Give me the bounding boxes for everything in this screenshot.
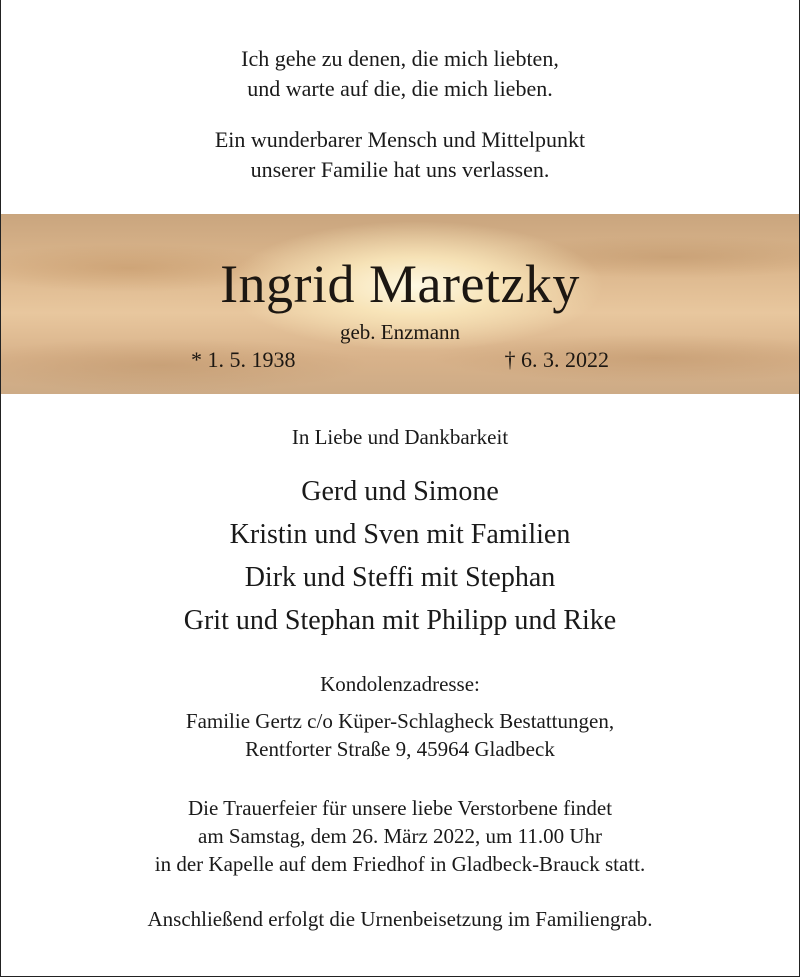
deceased-name: Ingrid Maretzky (220, 254, 580, 314)
sunset-banner (1, 214, 799, 394)
address-line-1: Familie Gertz c/o Küper-Schlagheck Bestattungen, (185, 709, 615, 733)
ceremony-line-3: in der Kapelle auf dem Friedhof in Gladbeck-Brauck statt. (154, 852, 646, 876)
quote-line-2: und warte auf die, die mich lieben. (247, 76, 553, 101)
funeral-ceremony-info (1, 794, 799, 878)
mourner-line: Dirk und Steffi mit Stephan (244, 562, 556, 593)
address-line-2: Rentforter Straße 9, 45964 Gladbeck (245, 737, 555, 761)
mourners-list (1, 470, 799, 642)
quote-line-1: Ich gehe zu denen, die mich liebten, (241, 46, 559, 71)
mourners-intro: In Liebe und Dankbarkeit (291, 425, 509, 449)
mourner-line: Gerd und Simone (301, 476, 499, 507)
death-date: † 6. 3. 2022 (504, 347, 609, 372)
condolence-address (1, 707, 799, 763)
quote-line-4: unserer Familie hat uns verlassen. (250, 157, 550, 182)
ceremony-line-1: Die Trauerfeier für unsere liebe Verstorbene findet (187, 796, 613, 820)
maiden-name: geb. Enzmann (339, 320, 461, 344)
ceremony-line-2: am Samstag, dem 26. März 2022, um 11.00 Uhr (198, 824, 602, 848)
birth-date: * 1. 5. 1938 (191, 347, 296, 372)
burial-info: Anschließend erfolgt die Urnenbeisetzung im Familiengrab. (147, 907, 653, 931)
quote-spacer (1, 104, 799, 125)
quote-line-3: Ein wunderbarer Mensch und Mittelpunkt (214, 127, 586, 152)
mourner-line: Grit und Stephan mit Philipp und Rike (183, 605, 617, 636)
condolence-label: Kondolenzadresse: (320, 672, 480, 696)
opening-quote (1, 44, 799, 185)
mourner-line: Kristin und Sven mit Familien (229, 519, 571, 550)
